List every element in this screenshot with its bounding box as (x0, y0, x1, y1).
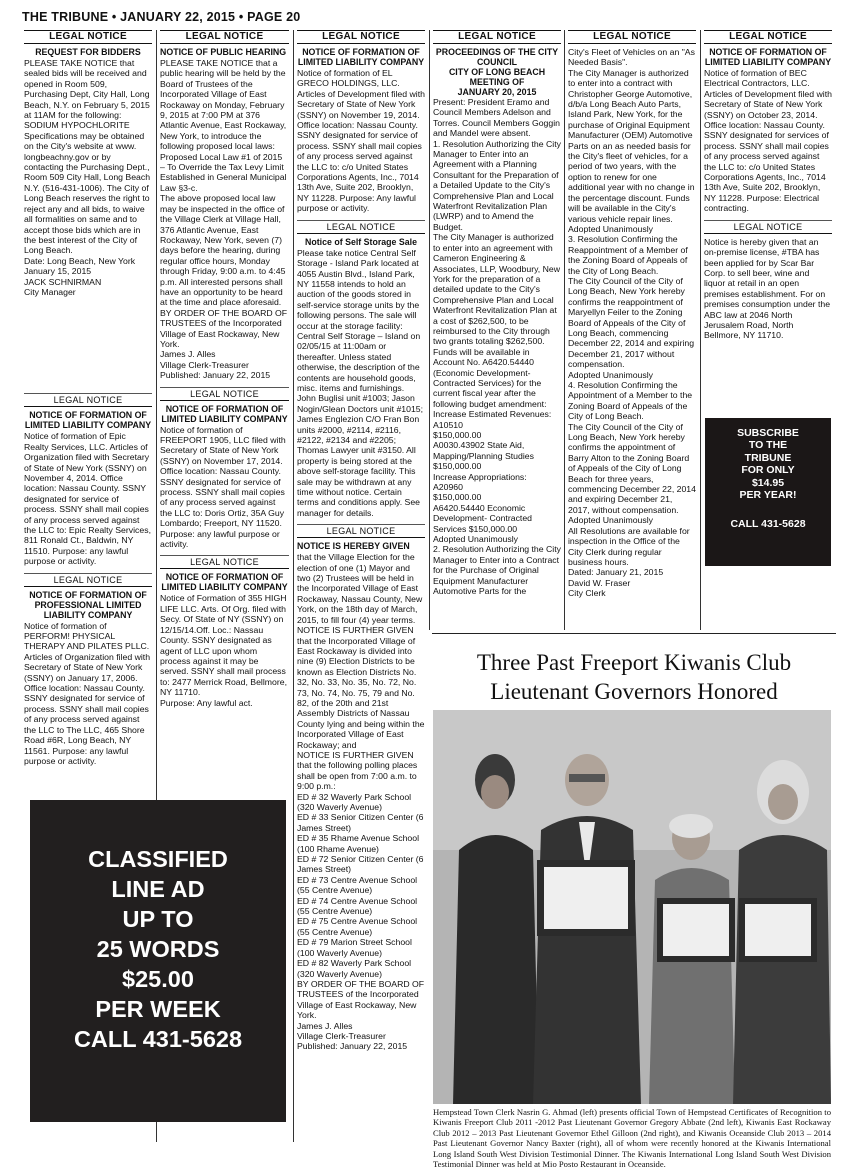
notice-title: NOTICE OF FORMATION OF LIMITED LIABILITY COMPANY (161, 403, 288, 424)
notice-title: NOTICE OF FORMATION OF LIMITED LIABILITY COMPANY (704, 47, 832, 67)
legal-notice-header: LEGAL NOTICE (297, 30, 425, 44)
column-3 (297, 30, 425, 1140)
notice-body: City's Fleet of Vehicles on an "As Needed Basis". The City Manager is authorized to enter into a contract with Christopher George Automotive, d/b/a Long Beach Auto Parts, Island Park, New York, for the purchase of Original Equipment Manufacturer (OEM) Automotive Parts on an as needed basis for the City's fleet of vehicles, for a period of two years, with the option to renew for one additional year with no change in the percentage discount. Funds will be available in the City's various vehicle repair lines. Adopted Unanimously 3. Resolution Confirming the Reappointment of a Member of the Zoning Board of Appeals of the City of Long Beach. The City Council of the City of Long Beach, New York hereby confirms the reappointment of Maryellyn Feiler to the Zoning Board of Appeals of the City of Long Beach, commencing December 22, 2014 and expiring December 21, 2017 without compensation. Adopted Unanimously 4. Resolution Confirming the Appointment of a Member to the Zoning Board of Appeals of the City of Long Beach. The City Council of the City of Long Beach, New York hereby confirms the appointment of Barry Alton to the Zoning Board of Appeals of the City of Long Beach for three years, commencing December 22, 2014 and expiring December 21, 2017, without compensation. Adopted Unanimously All Resolutions are available for inspection in the Office of the City Clerk during regular business hours. Dated: January 21, 2015 David W. Fraser City Clerk (568, 47, 696, 599)
notice-title: NOTICE OF PUBLIC HEARING (160, 47, 287, 57)
notice-body: Notice is hereby given that an on-premise license, #TBA has been applied for by Scar Bar Corp. to sell beer, wine and liquor at retail in an open premises establishment. For on premises consumption under the ABC law at 2046 North Jerusalem Road, North Bellmore, NY 11710. (704, 236, 831, 341)
masthead: THE TRIBUNE • JANUARY 22, 2015 • PAGE 20 (22, 10, 301, 24)
column-1 (24, 30, 152, 800)
story-photo (433, 710, 831, 1104)
column-rule (700, 30, 701, 630)
notice-body: Notice of formation of FREEPORT 1905, LLC filed with Secretary of State of New York (SSNY) on November 17, 2014. Office location: Nassau County. SSNY designated for service of process. SSNY shall mail copies of any process served against the LLC to: Doris Ortiz, 35A Guy Lombardo; Freeport, NY 11520. Purpose: any lawful purpose or activity. (160, 424, 286, 550)
column-rule (429, 30, 430, 630)
legal-notice-header: LEGAL NOTICE (160, 555, 289, 569)
legal-notice-header: LEGAL NOTICE (24, 573, 152, 587)
notice-body: Present: President Eramo and Council Members Adelson and Torres. Council Members Goggin and Mandel were absent. 1. Resolution Authorizing the City Manager to Enter into an Agreement with a Planning Consultant for the Preparation of a Detailed Update to the City's Comprehensive Plan and Local Waterfront Revitalization Plan (LWRP) and to Amend the Budget. The City Manager is authorized to enter into an agreement with Cameron Engineering & Associates, LLP, Woodbury, New York for the preparation of a detailed update to the City's Comprehensive Plan and Local Waterfront Revitalization Plan at a cost of $262,500, to be reimbursed to the City through two grants totaling $262,500. Funds will be available in Account No. A6420.54440 (Economic Development- Contracted Services) for the current fiscal year after the following budget amendment: Increase Estimated Revenues: A10510 $150,000.00 A0030.43902 State Aid, Mapping/Planning Studies $150,000.00 Increase Appropriations: A20960 $150,000.00 A6420.54440 Economic Development- Contracted Services $150,000.00 Adopted Unanimously 2. Resolution Authorizing the City Manager to Enter into a Contract for the Purchase of Original Equipment Manufacturer Automotive Parts for the (433, 97, 561, 597)
subscribe-phone: CALL 431-5628 (730, 518, 806, 530)
column-6 (704, 30, 832, 420)
notice-body: Notice of formation of BEC Electrical Contractors, LLC. Articles of Development filed with Secretary of State of New York (SSNY) on October 23, 2014. Office location: Nassau County. SSNY designated for services of process. SSNY shall mail copies of any process served against the LLC to: c/o United States Corporations Agents, Inc., 7014 13th Ave, Suite 202, Brooklyn, NY 11228. Purpose: Electrical contracting. (704, 68, 832, 214)
notice-body: that the Village Election for the election of one (1) Mayor and two (2) Trustees will be held in the Incorporated Village of East Rockaway, Nassau County, New York, on the 18th day of March, 2015, to fill four (4) year terms. NOTICE IS FURTHER GIVEN that the Incorporated Village of East Rockaway is divided into nine (9) Election Districts to be known as Election Districts No. 32, No. 33, No. 35, No. 72, No. 73, No. 74, No. 75, 79 and No. 82, of the 20th and 21st Assembly Districts of Nassau County lying and being within the Incorporated Village of East Rockaway; and NOTICE IS FURTHER GIVEN that the following polling places shall be open from 7:00 a.m. to 9:00 p.m.: ED # 32 Waverly Park School (320 Waverly Avenue) ED # 33 Senior Citizen Center (6 James Street) ED # 35 Rhame Avenue School (100 Rhame Avenue) ED # 72 Senior Citizen Center (6 James Street) ED # 73 Centre Avenue School (55 Centre Avenue) ED # 74 Centre Avenue School (55 Centre Avenue) ED # 75 Centre Avenue School (55 Centre Avenue) ED # 79 Marion Street School (100 Waverly Avenue) ED # 82 Waverly Park School (320 Waverly Avenue) BY ORDER OF THE BOARD OF TRUSTEES of the Incorporated Village of East Rockaway, New York. James J. Alles Village Clerk-Treasurer Published: January 22, 2015 (297, 552, 425, 1052)
legal-notice-header: LEGAL NOTICE (297, 220, 425, 234)
column-4 (433, 30, 561, 630)
photo-illustration (433, 710, 831, 1104)
legal-notice-header: LEGAL NOTICE (704, 30, 832, 44)
notice-body: Notice of formation of PERFORM! PHYSICAL THERAPY AND PILATES PLLC. Articles of Organization filed with Secretary of State of New York (SSNY) on January 17, 2006. Office location: Nassau County. SSNY designated for service of process. SSNY shall mail copies of any process served against the LLC to The LLC, 465 Shore Road #6R, Long Beach, NY 11561. Purpose: any lawful purpose or activity. (24, 620, 151, 766)
column-2 (160, 30, 289, 1140)
legal-notice-header: LEGAL NOTICE (297, 524, 425, 538)
notice-body: PLEASE TAKE NOTICE that sealed bids will be received and opened in Room 509, Purchasing Dept, City Hall, Long Beach, N.Y. on February 5, 2015 at 11AM for the following: SODIUM HYPOCHLORITE Specifications may be obtained on the City's website at www. longbeachny.gov or by contacting the Purchasing Dept., Room 509 City Hall, Long Beach N.Y. (516-431-1006). The City of Long Beach reserves the right to reject any and all bids, to waive all formalities on same and to accept those bids which are in the best interest of the City of Long Beach. Date: Long Beach, New York January 15, 2015 JACK SCHNIRMAN City Manager (24, 58, 151, 297)
notice-title: NOTICE OF FORMATION OF LIMITED LIABILITY COMPANY (24, 410, 152, 431)
column-rule (293, 30, 294, 1142)
legal-notice-header: LEGAL NOTICE (24, 30, 152, 44)
legal-notice-header: LEGAL NOTICE (160, 30, 289, 44)
column-5 (568, 30, 696, 630)
legal-notice-header: LEGAL NOTICE (24, 393, 152, 407)
notice-title: NOTICE OF FORMATION OF LIMITED LIABILITY COMPANY (297, 47, 425, 67)
story-headline: Three Past Freeport Kiwanis Club Lieutenant Governors Honored (476, 650, 792, 704)
subscribe-box (705, 418, 831, 566)
legal-notice-header: LEGAL NOTICE (433, 30, 561, 44)
legal-notice-header: LEGAL NOTICE (568, 30, 696, 44)
story-rule (432, 633, 836, 634)
notice-body: Notice of formation of Epic Realty Services, LLC. Articles of Organization filed with Secretary of State of New York (SSNY) on November 4, 2014. Office location: Nassau County. SSNY designated for service of process. SSNY shall mail copies of any process served against the LLC to: Epic Realty Services, 811 Ronald Ct., Baldwin, NY 11510. Purpose: any lawful purpose or activity. (24, 431, 151, 567)
notice-title: NOTICE OF FORMATION OF LIMITED LIABILITY COMPANY (161, 572, 288, 593)
legal-notice-header: LEGAL NOTICE (704, 220, 832, 234)
column-rule (564, 30, 565, 630)
notice-body: Notice of Formation of 355 HIGH LIFE LLC. Arts. Of Org. filed with Secy. Of State of NY (SSNY) on 12/15/14.Off. Loc.: Nassau County. SSNY designated as agent of LLC upon whom process against it may be served. SSNY shall mail process to: 2477 Merrick Road, Bellmore, NY 11710. Purpose: Any lawful act. (160, 593, 287, 708)
notice-title: PROCEEDINGS OF THE CITY COUNCIL CITY OF LONG BEACH MEETING OF JANUARY 20, 2015 (435, 47, 559, 97)
classified-ad-text: CLASSIFIED LINE AD UP TO 25 WORDS $25.00 PER WEEK CALL 431-5628 (73, 846, 243, 1052)
notice-body: Notice of formation of EL GRECO HOLDINGS, LLC. Articles of Development filed with Secretary of State of New York (SSNY) on November 19, 2014. Office location: Nassau County. SSNY designated for service of process. SSNY shall mail copies of any process served against the LLC to: c/o United States Corporations Agents, Inc., 7014 13th Ave, Suite 202, Brooklyn, NY 11228. Purpose: Any lawful purpose or activity. (297, 68, 425, 214)
notice-title: Notice of Self Storage Sale (305, 236, 417, 247)
notice-title: NOTICE OF FORMATION OF PROFESSIONAL LIMITED LIABILITY COMPANY (29, 589, 147, 620)
notice-body: Please take notice Central Self Storage - Island Park located at 4055 Austin Blvd., Island Park, NY 11558 intends to hold an auction of the goods stored in self-service storage units by the following persons. The sale will occur at the storage facility: Central Self Storage – Island on 02/05/15 at 11:00am or thereafter. Unless stated otherwise, the description of the contents are household goods, misc. items and furnishings. John Buglisi unit #1003; Jason Nogin/Glean Doctors unit #1015; James Englezion C/O Fran Bon units #2000, #2114, #2116, #2122, #2134 and #2205; Thomas Lawyer unit #3150. All property is being stored at the above self-storage facility. This sale may be withdrawn at any time without notice. Certain terms and conditions apply. See manager for details. (297, 247, 424, 518)
notice-body: PLEASE TAKE NOTICE that a public hearing will be held by the Board of Trustees of the Incorporated Village of East Rockaway on Monday, February 9, 2015 at 7:00 PM at 376 Atlantic Avenue, East Rockaway, New York, to introduce the following proposed local laws: Proposed Local Law #1 of 2015 – To Override the Tax Levy Limit Established in General Municipal Law §3-c. The above proposed local law may be inspected in the office of the Village Clerk at Village Hall, 376 Atlantic Avenue, East Rockaway, New York, seven (7) days before the hearing, during regular office hours, Monday through Friday, 9:00 a.m. to 4:45 p.m. All interested persons shall have an opportunity to be heard at the time and place aforesaid. BY ORDER OF THE BOARD OF TRUSTEES of the Incorporated Village of East Rockaway, New York. James J. Alles Village Clerk-Treasurer Published: January 22, 2015 (160, 58, 288, 381)
notice-title: REQUEST FOR BIDDERS (35, 47, 141, 57)
notice-title: NOTICE IS HEREBY GIVEN (297, 541, 410, 552)
legal-notice-header: LEGAL NOTICE (160, 387, 289, 401)
subscribe-text: SUBSCRIBE TO THE TRIBUNE FOR ONLY $14.95 PER YEAR! (737, 427, 799, 502)
photo-caption: Hempstead Town Clerk Nasrin G. Ahmad (left) presents official Town of Hempstead Certificates of Recognition to Kiwanis Freeport Club 2011 -2012 Past Lieutenant Governor Gregory Abbate (2nd left), Kiwanis East Rockaway Club 2012 – 2013 Past Lieutenant Governor Ethel Gilloon (2nd right), and Kiwanis Oceanside Club 2013 – 2014 Past Lieutenant Governor Nancy Baxter (right), all of whom were recently honored at the Kiwanis International Long Island South West Division Testimonial Dinner. The Kiwanis International Long Island South West Division Testimonial Dinner was held at Mio Posto Restaurant in Oceanside. (433, 1107, 831, 1169)
